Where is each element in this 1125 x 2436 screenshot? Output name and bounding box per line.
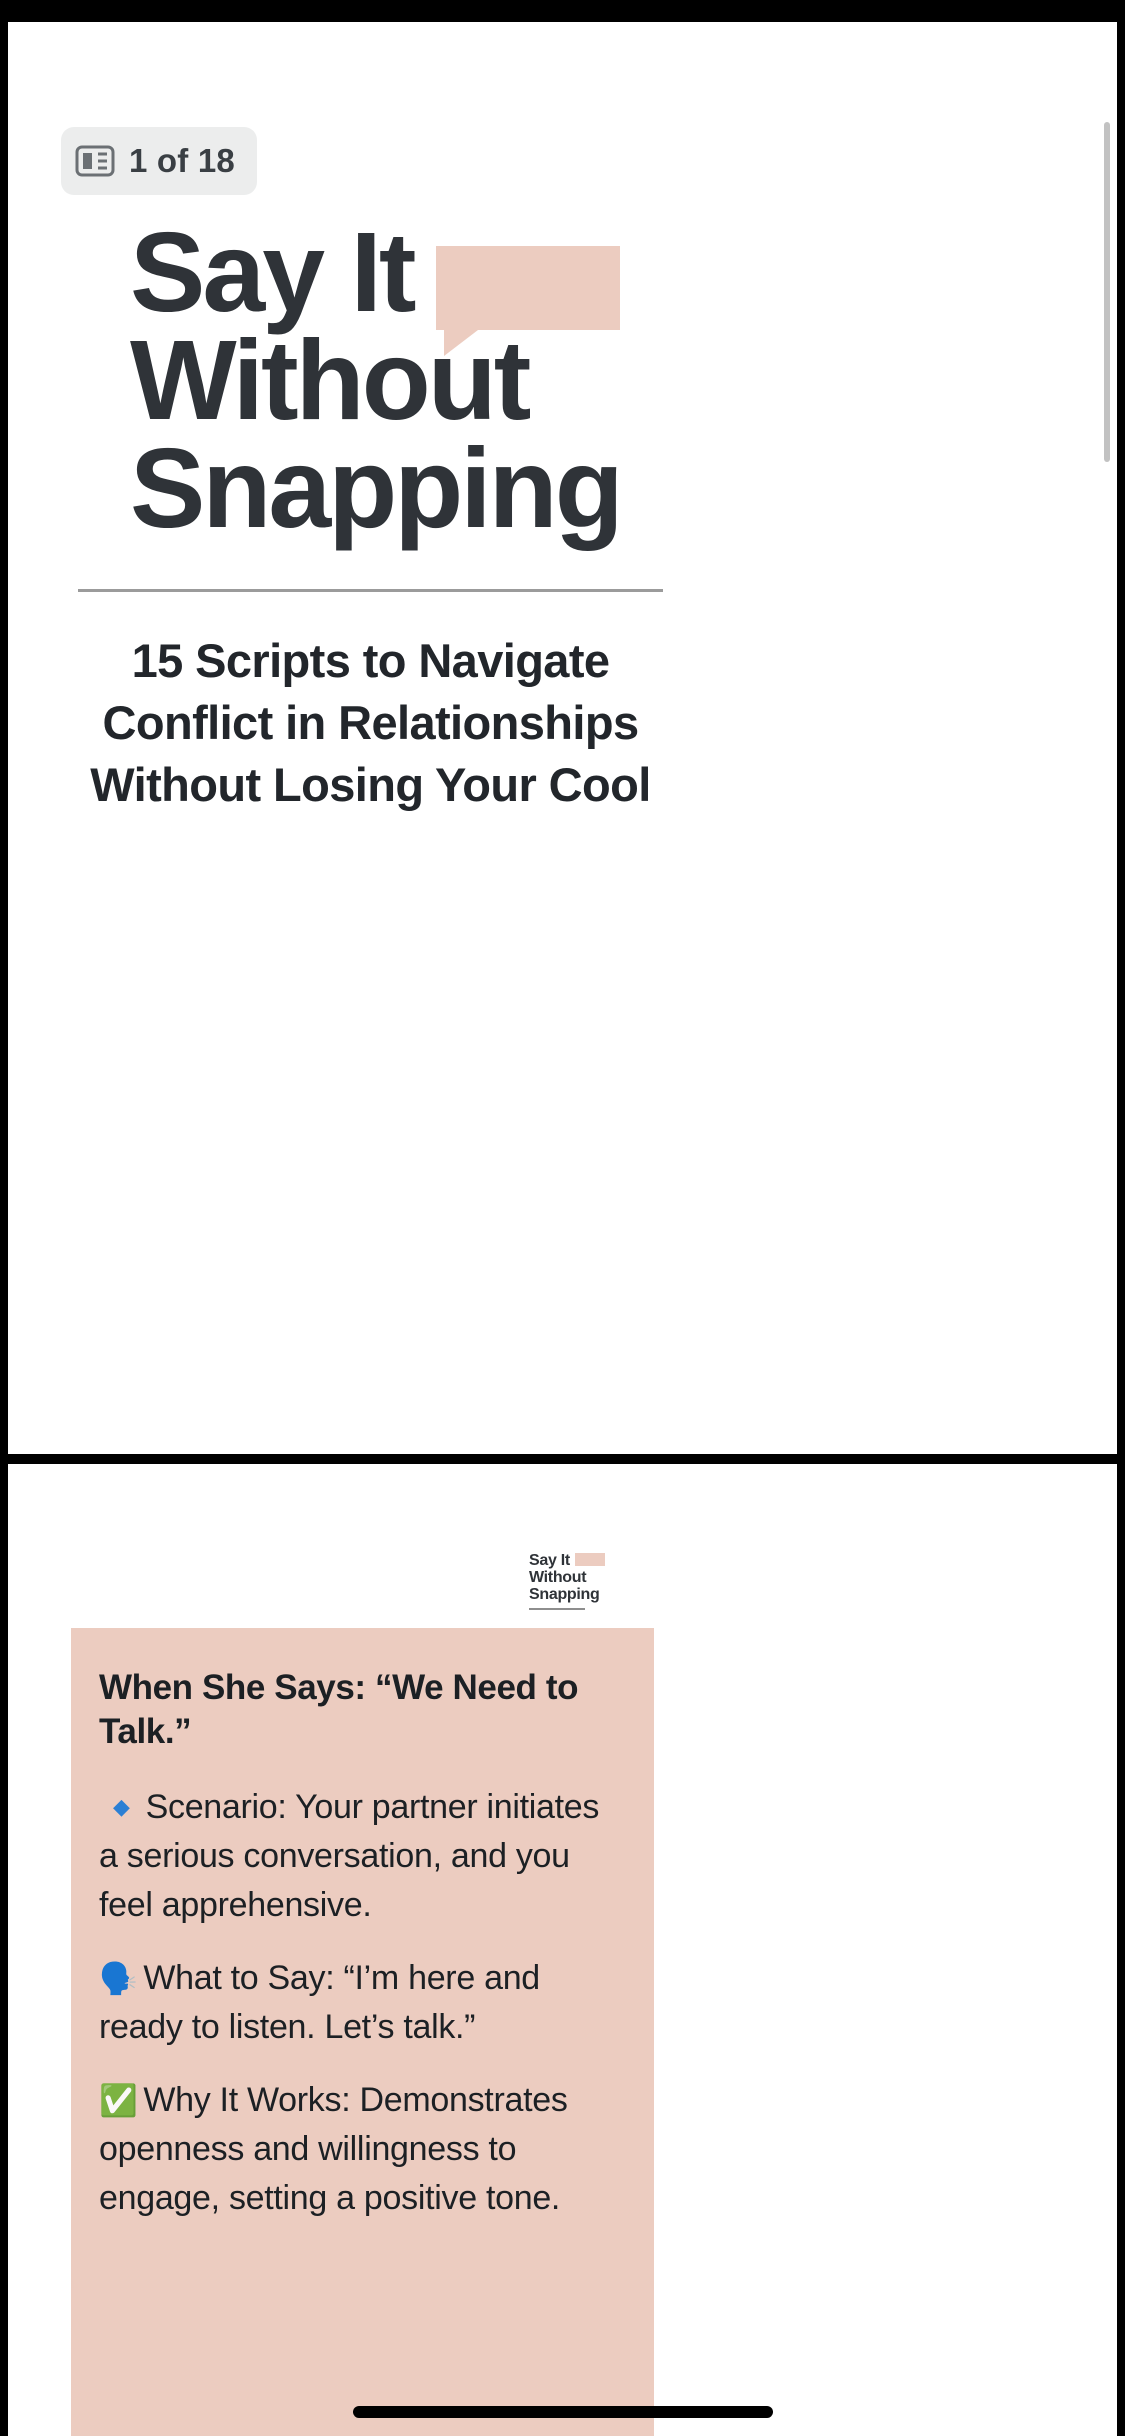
page-separator [0, 1454, 1125, 1464]
title-line-2: Without [130, 317, 529, 443]
why-it-works-text: Why It Works: Demonstrates openness and willingness to engage, setting a positive tone. [99, 2081, 568, 2217]
home-indicator[interactable] [353, 2406, 773, 2418]
script-card [71, 1628, 654, 2436]
title-divider [78, 589, 663, 592]
document-page-1[interactable] [8, 22, 1117, 1454]
check-mark-icon: ✅ [99, 2083, 138, 2118]
subtitle-line-1: 15 Scripts to Navigate [131, 634, 610, 687]
header-logo [529, 1552, 639, 1603]
what-to-say-text: What to Say: “I’m here and ready to listen. Let’s talk.” [99, 1959, 540, 2046]
title-line-1: Say It [130, 209, 414, 335]
logo-swatch [575, 1553, 605, 1566]
blue-diamond-bullet-icon: ◆ [113, 1794, 130, 1819]
speech-head-icon: 🗣️ [99, 1961, 138, 1996]
page-title [130, 209, 1010, 551]
logo-divider [529, 1608, 585, 1610]
card-paragraph-what-to-say [99, 1954, 626, 2052]
sidebar-panel-icon [75, 143, 115, 179]
page-counter-badge[interactable] [61, 127, 257, 195]
status-bar [0, 0, 1125, 22]
logo-line-1: Say It [529, 1552, 570, 1569]
card-paragraph-scenario [99, 1782, 626, 1930]
subtitle-line-2: Conflict in Relationships [102, 696, 639, 749]
page-subtitle [68, 630, 673, 816]
title-line-3: Snapping [130, 425, 621, 551]
logo-line-2: Without [529, 1569, 587, 1586]
card-paragraph-why-it-works [99, 2076, 626, 2223]
page-counter-label: 1 of 18 [129, 142, 235, 179]
card-heading: When She Says: “We Need to Talk.” [99, 1668, 579, 1751]
document-page-2[interactable] [8, 1464, 1117, 2436]
logo-line-3: Snapping [529, 1586, 600, 1603]
scenario-text: Scenario: Your partner initiates a serious conversation, and you feel apprehensive. [99, 1788, 600, 1924]
subtitle-line-3: Without Losing Your Cool [90, 758, 651, 811]
vertical-scrollbar[interactable] [1104, 122, 1110, 462]
